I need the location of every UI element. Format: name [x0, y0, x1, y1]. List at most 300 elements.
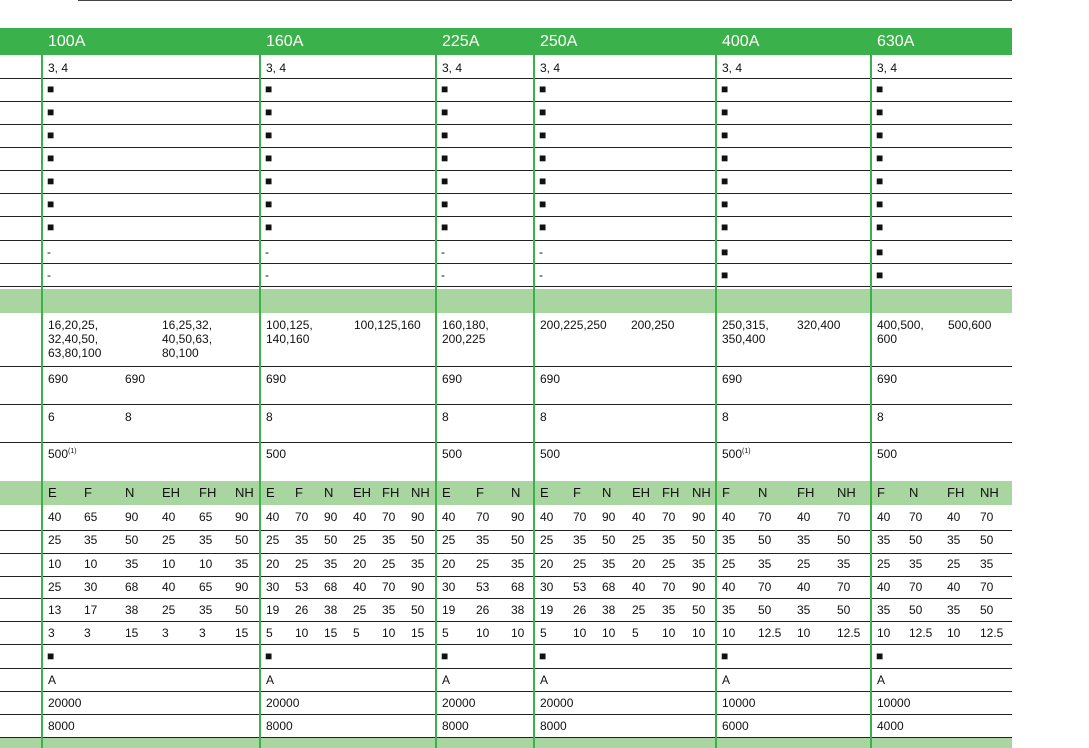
feature-mark: ■: [441, 105, 449, 119]
breaking-value: 65: [199, 580, 213, 594]
breaking-value: 35: [722, 533, 736, 547]
category-value: A: [48, 673, 57, 687]
breaking-value: 50: [758, 603, 772, 617]
breaking-value: 12.5: [909, 626, 933, 640]
row-b-value: 8: [722, 410, 729, 424]
breaking-value: 35: [797, 533, 811, 547]
version-label: F: [877, 485, 885, 500]
breaking-value: 70: [758, 510, 772, 524]
feature-mark: ■: [441, 128, 449, 142]
breaking-value: 20: [632, 557, 646, 571]
feature-mark: ■: [876, 197, 884, 211]
feature-mark: ■: [876, 220, 884, 234]
breaking-value: 25: [632, 603, 646, 617]
breaking-value: 90: [692, 580, 706, 594]
rating-values: 250,315, 350,400: [722, 318, 769, 346]
row-c-value: 500: [442, 447, 463, 461]
breaking-value: 10: [602, 626, 616, 640]
breaking-value: 50: [980, 533, 994, 547]
column-header-100a: 100A: [48, 33, 86, 50]
breaking-value: 30: [266, 580, 280, 594]
breaking-value: 20: [266, 557, 280, 571]
rating-values: 400,500, 600: [877, 318, 924, 346]
feature-mark: ■: [265, 220, 273, 234]
version-label: FH: [662, 485, 680, 500]
breaking-value: 70: [476, 510, 490, 524]
breaking-value: 35: [722, 603, 736, 617]
breaking-value: 25: [632, 533, 646, 547]
breaking-value: 10: [48, 557, 62, 571]
feature-mark: -: [47, 245, 51, 259]
voltage-value: 690: [125, 372, 146, 386]
version-label: NH: [411, 485, 430, 500]
breaking-value: 50: [692, 533, 706, 547]
section-band: [0, 289, 1012, 313]
feature-mark: ■: [265, 174, 273, 188]
breaking-value: 35: [947, 603, 961, 617]
feature-mark: ■: [265, 649, 273, 663]
breaking-value: 20: [353, 557, 367, 571]
column-header-400a: 400A: [722, 33, 760, 50]
version-label: NH: [837, 485, 856, 500]
version-label: E: [48, 485, 57, 500]
breaking-value: 25: [662, 557, 676, 571]
poles-value: 3, 4: [266, 61, 287, 75]
feature-mark: ■: [539, 128, 547, 142]
version-label: FH: [199, 485, 217, 500]
feature-mark: ■: [876, 245, 884, 259]
row-rule: [0, 404, 1012, 405]
header-band: [0, 28, 1012, 54]
breaking-value: 20: [540, 557, 554, 571]
mech-life-value: 20000: [48, 696, 82, 710]
row-rule: [0, 286, 1012, 287]
breaking-value: 15: [235, 626, 249, 640]
category-value: A: [266, 673, 275, 687]
row-rule: [0, 101, 1012, 102]
breaking-value: 30: [442, 580, 456, 594]
breaking-value: 30: [540, 580, 554, 594]
breaking-value: 19: [442, 603, 456, 617]
version-label: N: [602, 485, 612, 500]
breaking-value: 65: [199, 510, 213, 524]
breaking-value: 25: [540, 533, 554, 547]
breaking-value: 50: [324, 533, 338, 547]
breaking-value: 90: [235, 580, 249, 594]
breaking-value: 70: [662, 510, 676, 524]
feature-mark: ■: [47, 151, 55, 165]
breaking-value: 10: [662, 626, 676, 640]
breaking-value: 68: [125, 580, 139, 594]
breaking-value: 25: [947, 557, 961, 571]
breaking-value: 50: [411, 603, 425, 617]
breaking-value: 5: [540, 626, 547, 640]
breaking-value: 40: [797, 510, 811, 524]
column-divider: [715, 28, 717, 748]
breaking-value: 35: [797, 603, 811, 617]
breaking-value: 50: [837, 603, 851, 617]
feature-mark: ■: [721, 105, 729, 119]
breaking-value: 90: [602, 510, 616, 524]
version-label: N: [125, 485, 135, 500]
breaking-value: 35: [947, 533, 961, 547]
breaking-value: 70: [909, 580, 923, 594]
row-b-value: 8: [442, 410, 449, 424]
breaking-value: 50: [125, 533, 139, 547]
poles-value: 3, 4: [722, 61, 743, 75]
version-label: N: [324, 485, 334, 500]
version-label: F: [295, 485, 303, 500]
breaking-value: 35: [573, 533, 587, 547]
voltage-value: 690: [540, 372, 561, 386]
feature-mark: ■: [721, 649, 729, 663]
breaking-value: 40: [540, 510, 554, 524]
breaking-value: 15: [411, 626, 425, 640]
breaking-value: 35: [837, 557, 851, 571]
breaking-value: 12.5: [980, 626, 1004, 640]
row-rule: [0, 54, 1012, 55]
feature-mark: ■: [539, 649, 547, 663]
row-rule: [0, 598, 1012, 599]
breaking-value: 35: [602, 557, 616, 571]
poles-value: 3, 4: [442, 61, 463, 75]
version-label: E: [442, 485, 451, 500]
breaking-value: 40: [877, 510, 891, 524]
version-label: NH: [980, 485, 999, 500]
elec-life-value: 8000: [266, 719, 293, 733]
feature-mark: ■: [876, 105, 884, 119]
feature-mark: ■: [47, 105, 55, 119]
breaking-value: 25: [442, 533, 456, 547]
breaking-value: 26: [573, 603, 587, 617]
breaking-value: 5: [442, 626, 449, 640]
breaking-value: 35: [295, 533, 309, 547]
breaking-value: 10: [797, 626, 811, 640]
breaking-value: 3: [48, 626, 55, 640]
breaking-value: 90: [125, 510, 139, 524]
breaking-value: 35: [662, 533, 676, 547]
feature-mark: ■: [721, 128, 729, 142]
feature-mark: ■: [47, 82, 55, 96]
feature-mark: ■: [441, 151, 449, 165]
rating-values: 100,125,160: [354, 318, 421, 332]
mech-life-value: 10000: [722, 696, 756, 710]
breaking-value: 90: [511, 510, 525, 524]
breaking-value: 35: [909, 557, 923, 571]
footer-band: [0, 738, 1012, 748]
breaking-value: 10: [947, 626, 961, 640]
feature-mark: ■: [721, 245, 729, 259]
breaking-value: 35: [511, 557, 525, 571]
breaking-value: 70: [295, 510, 309, 524]
column-divider: [41, 28, 43, 748]
breaking-value: 25: [476, 557, 490, 571]
feature-mark: -: [265, 268, 269, 282]
breaking-value: 53: [573, 580, 587, 594]
row-rule: [0, 366, 1012, 367]
row-rule: [0, 240, 1012, 241]
breaking-value: 40: [442, 510, 456, 524]
version-label: FH: [382, 485, 400, 500]
breaking-value: 15: [324, 626, 338, 640]
column-divider: [259, 28, 261, 748]
version-label: NH: [692, 485, 711, 500]
version-label: E: [266, 485, 275, 500]
breaking-value: 35: [692, 557, 706, 571]
row-rule: [0, 553, 1012, 554]
feature-mark: ■: [47, 197, 55, 211]
feature-mark: ■: [721, 151, 729, 165]
column-divider: [533, 28, 535, 748]
elec-life-value: 8000: [442, 719, 469, 733]
feature-mark: ■: [441, 649, 449, 663]
row-rule: [0, 644, 1012, 645]
mech-life-value: 20000: [442, 696, 476, 710]
breaking-value: 90: [692, 510, 706, 524]
breaking-value: 25: [797, 557, 811, 571]
breaking-value: 70: [758, 580, 772, 594]
version-label: N: [758, 485, 768, 500]
feature-mark: ■: [47, 220, 55, 234]
feature-mark: ■: [47, 649, 55, 663]
breaking-value: 50: [602, 533, 616, 547]
breaking-value: 50: [980, 603, 994, 617]
breaking-value: 40: [162, 580, 176, 594]
breaking-value: 53: [476, 580, 490, 594]
version-label: FH: [797, 485, 815, 500]
breaking-value: 50: [411, 533, 425, 547]
version-label: F: [722, 485, 730, 500]
column-divider: [435, 28, 437, 748]
breaking-value: 35: [662, 603, 676, 617]
column-header-225a: 225A: [442, 33, 480, 50]
breaking-value: 50: [909, 603, 923, 617]
column-header-250a: 250A: [540, 33, 578, 50]
breaking-value: 70: [382, 510, 396, 524]
breaking-value: 90: [411, 510, 425, 524]
version-label: F: [476, 485, 484, 500]
breaking-value: 25: [353, 603, 367, 617]
row-rule: [0, 263, 1012, 264]
row-c-value: 500: [266, 447, 287, 461]
version-label: EH: [632, 485, 651, 500]
elec-life-value: 4000: [877, 719, 904, 733]
breaking-value: 50: [692, 603, 706, 617]
breaking-value: 10: [573, 626, 587, 640]
row-b-value: 8: [266, 410, 273, 424]
breaking-value: 25: [162, 533, 176, 547]
row-rule: [0, 530, 1012, 531]
rating-values: 320,400: [797, 318, 841, 332]
breaking-value: 35: [877, 603, 891, 617]
row-rule: [0, 193, 1012, 194]
top-rule: [78, 0, 1012, 1]
breaking-value: 35: [758, 557, 772, 571]
feature-mark: ■: [876, 268, 884, 282]
footnote-marker: (1): [68, 448, 77, 455]
breaking-value: 25: [722, 557, 736, 571]
breaking-value: 25: [162, 603, 176, 617]
breaking-value: 53: [295, 580, 309, 594]
feature-mark: ■: [441, 220, 449, 234]
feature-mark: ■: [265, 128, 273, 142]
breaking-value: 35: [199, 603, 213, 617]
footnote-marker: (1): [742, 448, 751, 455]
voltage-value: 690: [266, 372, 287, 386]
breaking-value: 68: [602, 580, 616, 594]
feature-mark: ■: [265, 151, 273, 165]
breaking-value: 10: [692, 626, 706, 640]
mech-life-value: 20000: [266, 696, 300, 710]
breaking-value: 10: [199, 557, 213, 571]
breaking-value: 35: [980, 557, 994, 571]
rating-values: 200,250: [631, 318, 675, 332]
rating-values: 16,25,32, 40,50,63, 80,100: [162, 318, 213, 360]
elec-life-value: 6000: [722, 719, 749, 733]
rating-values: 16,20,25, 32,40,50, 63,80,100: [48, 318, 102, 360]
breaking-value: 10: [476, 626, 490, 640]
row-c-value: 500$^{(1)}$: [722, 447, 751, 461]
breaking-value: 13: [48, 603, 62, 617]
row-rule: [0, 147, 1012, 148]
row-b-value: 8: [877, 410, 884, 424]
breaking-value: 25: [295, 557, 309, 571]
breaking-value: 3: [162, 626, 169, 640]
feature-mark: ■: [876, 649, 884, 663]
category-value: A: [540, 673, 549, 687]
breaking-value: 40: [353, 580, 367, 594]
feature-mark: ■: [876, 82, 884, 96]
row-rule: [0, 737, 1012, 738]
breaking-value: 15: [125, 626, 139, 640]
row-rule: [0, 668, 1012, 669]
breaking-value: 40: [266, 510, 280, 524]
feature-mark: ■: [539, 220, 547, 234]
version-label: EH: [162, 485, 181, 500]
breaking-value: 35: [476, 533, 490, 547]
feature-mark: ■: [539, 151, 547, 165]
feature-mark: ■: [876, 128, 884, 142]
feature-mark: ■: [539, 197, 547, 211]
breaking-value: 68: [511, 580, 525, 594]
breaking-value: 40: [632, 580, 646, 594]
row-b-value: 8: [540, 410, 547, 424]
breaking-value: 25: [353, 533, 367, 547]
feature-mark: ■: [721, 174, 729, 188]
breaking-value: 50: [909, 533, 923, 547]
breaking-value: 19: [266, 603, 280, 617]
version-label: NH: [235, 485, 254, 500]
breaking-value: 70: [980, 510, 994, 524]
breaking-value: 35: [382, 603, 396, 617]
feature-mark: ■: [539, 105, 547, 119]
version-label: F: [84, 485, 92, 500]
feature-mark: ■: [47, 128, 55, 142]
row-c-value: 500: [540, 447, 561, 461]
breaking-value: 40: [797, 580, 811, 594]
breaking-value: 10: [722, 626, 736, 640]
feature-mark: ■: [265, 105, 273, 119]
feature-mark: -: [539, 268, 543, 282]
breaking-value: 90: [411, 580, 425, 594]
breaking-value: 40: [162, 510, 176, 524]
breaking-value: 70: [909, 510, 923, 524]
breaking-value: 70: [980, 580, 994, 594]
row-rule: [0, 124, 1012, 125]
row-rule: [0, 442, 1012, 443]
breaking-value: 3: [84, 626, 91, 640]
feature-mark: ■: [441, 174, 449, 188]
row-b-value: 8: [125, 410, 132, 424]
feature-mark: ■: [876, 174, 884, 188]
breaking-value: 40: [632, 510, 646, 524]
breaking-value: 70: [573, 510, 587, 524]
breaking-value: 38: [511, 603, 525, 617]
breaking-value: 90: [324, 510, 338, 524]
feature-mark: ■: [721, 268, 729, 282]
breaking-value: 10: [877, 626, 891, 640]
breaking-value: 35: [199, 533, 213, 547]
breaking-value: 3: [199, 626, 206, 640]
breaking-value: 10: [295, 626, 309, 640]
breaking-value: 26: [476, 603, 490, 617]
feature-mark: -: [47, 268, 51, 282]
breaking-value: 5: [632, 626, 639, 640]
version-label: F: [573, 485, 581, 500]
breaking-value: 10: [511, 626, 525, 640]
category-value: A: [877, 673, 886, 687]
breaking-value: 17: [84, 603, 98, 617]
feature-mark: ■: [47, 174, 55, 188]
breaking-value: 70: [837, 510, 851, 524]
feature-mark: ■: [441, 197, 449, 211]
row-b-value: 6: [48, 410, 55, 424]
poles-value: 3, 4: [48, 61, 69, 75]
breaking-value: 38: [125, 603, 139, 617]
breaking-value: 35: [235, 557, 249, 571]
breaking-value: 5: [353, 626, 360, 640]
breaking-value: 20: [442, 557, 456, 571]
breaking-value: 19: [540, 603, 554, 617]
version-label: EH: [353, 485, 372, 500]
breaking-value: 10: [382, 626, 396, 640]
category-value: A: [442, 673, 451, 687]
feature-mark: ■: [539, 174, 547, 188]
row-rule: [0, 691, 1012, 692]
breaking-value: 90: [235, 510, 249, 524]
feature-mark: ■: [441, 82, 449, 96]
breaking-value: 25: [48, 533, 62, 547]
voltage-value: 690: [877, 372, 898, 386]
row-rule: [0, 576, 1012, 577]
breaking-value: 25: [266, 533, 280, 547]
breaking-value: 68: [324, 580, 338, 594]
breaking-value: 40: [947, 510, 961, 524]
voltage-value: 690: [48, 372, 69, 386]
column-header-160a: 160A: [266, 33, 304, 50]
feature-mark: -: [265, 245, 269, 259]
row-rule: [0, 714, 1012, 715]
breaking-value: 10: [162, 557, 176, 571]
breaking-value: 12.5: [758, 626, 782, 640]
feature-mark: ■: [876, 151, 884, 165]
row-rule: [0, 621, 1012, 622]
poles-value: 3, 4: [540, 61, 561, 75]
breaking-value: 38: [324, 603, 338, 617]
breaking-value: 30: [84, 580, 98, 594]
breaking-value: 50: [511, 533, 525, 547]
poles-value: 3, 4: [877, 61, 898, 75]
